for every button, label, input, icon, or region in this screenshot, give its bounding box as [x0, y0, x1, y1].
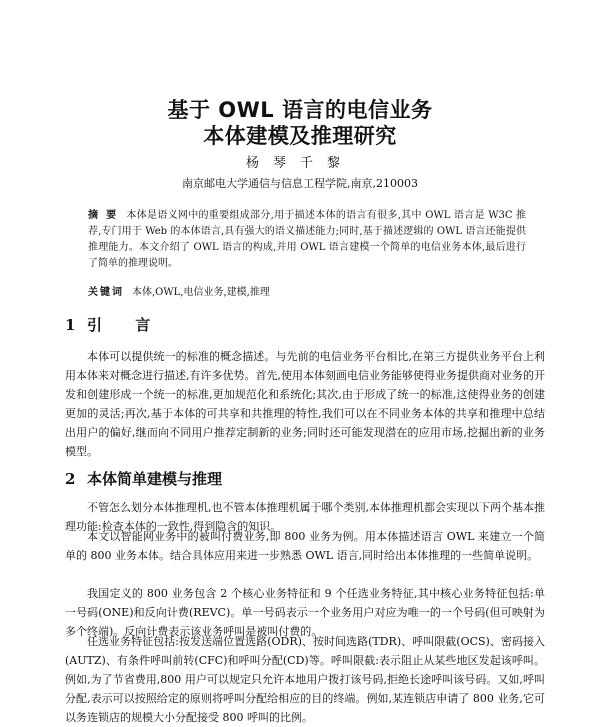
paragraph-800-example: 本文以智能网业务中的被叫付费业务,即 800 业务为例。用本体描述语言 OWL 来建立一个简单的 800 业务本体。结合具体应用来进一步熟悉 OWL 语言,同时给出本体推理的一些简单说明。 [65, 530, 545, 562]
keywords-text: 本体,OWL,电信业务,建模,推理 [132, 287, 270, 298]
paper-affiliation: 南京邮电大学通信与信息工程学院,南京,210003 [182, 177, 418, 190]
section-number: 2 [65, 470, 76, 488]
keywords-block [88, 283, 270, 298]
paragraph-core-features: 我国定义的 800 业务包含 2 个核心业务特征和 9 个任选业务特征,其中核心业务特征包括:单一号码(ONE)和反向计费(REVC)。单一号码表示一个业务用户对应为唯一的一个号码(但可映射为多个终端)。反向计费表示该业务呼叫是被叫付费的。 [65, 587, 545, 638]
paper-title-line-2: 本体建模及推理研究 [203, 124, 397, 148]
abstract-text: 本体是语义网中的重要组成部分,用于描述本体的语言有很多,其中 OWL 语言是 W3C 推荐,专门用于 Web 的本体语言,具有强大的语义描述能力;同时,基于描述逻辑的 OWL 语言还能提供推理能力。本文介绍了 OWL 语言的构成,并用 OWL 语言建模一个简单的电信业务本体,最后进行了简单的推理说明。 [88, 210, 527, 269]
abstract-label: 摘 要 [88, 210, 119, 221]
abstract-block [88, 208, 526, 272]
section-title: 本体简单建模与推理 [87, 470, 223, 488]
section-heading-modeling [65, 468, 222, 489]
section-number: 1 [65, 316, 76, 334]
paragraph-intro: 本体可以提供统一的标准的概念描述。与先前的电信业务平台相比,在第三方提供业务平台上利用本体来对概念进行描述,有许多优势。首先,使用本体刻画电信业务能够使得业务提供商对业务的开发和创建形成一个统一的标准,更加规范化和系统化;其次,由于形成了统一的标准,这使得业务的创建更加的灵活;再次,基于本体的可共享和共推理的特性,我们可以在不同业务本体的共享和推理中总结出用户的偏好,继而向不同用户推荐定制新的业务;同时还可能发现潜在的应用市场,挖掘出新的业务模型。 [65, 350, 545, 458]
paper-title-line-1: 基于 OWL 语言的电信业务 [167, 98, 433, 122]
paper-authors: 杨琴千黎 [245, 156, 354, 171]
section-title: 引 言 [87, 316, 165, 334]
paragraph-reasoner-functions: 不管怎么划分本体推理机,也不管本体推理机属于哪个类别,本体推理机都会实现以下两个基本推理功能:检查本体的一致性,得到隐含的知识。 [65, 501, 545, 533]
keywords-label: 关键词 [88, 287, 124, 298]
paragraph-optional-features: 任选业务特征包括:按发送端位置选路(ODR)、按时间选路(TDR)、呼叫限截(OCS)、密码接入(AUTZ)、有条件呼叫前转(CFC)和呼叫分配(CD)等。呼叫限截:表示阻止从某些地区发起该呼叫。例如,为了节省费用,800 用户可以规定只允许本地用户拨打该号码,拒绝长途呼叫该号码。又如,呼叫分配,表示可以按照给定的原则将呼叫分配给相应的目的终端。例如,某连锁店申请了 800 业务,它可以务连锁店的规模大小分配接受 800 呼叫的比例。 [65, 635, 545, 724]
section-heading-introduction [65, 314, 164, 335]
